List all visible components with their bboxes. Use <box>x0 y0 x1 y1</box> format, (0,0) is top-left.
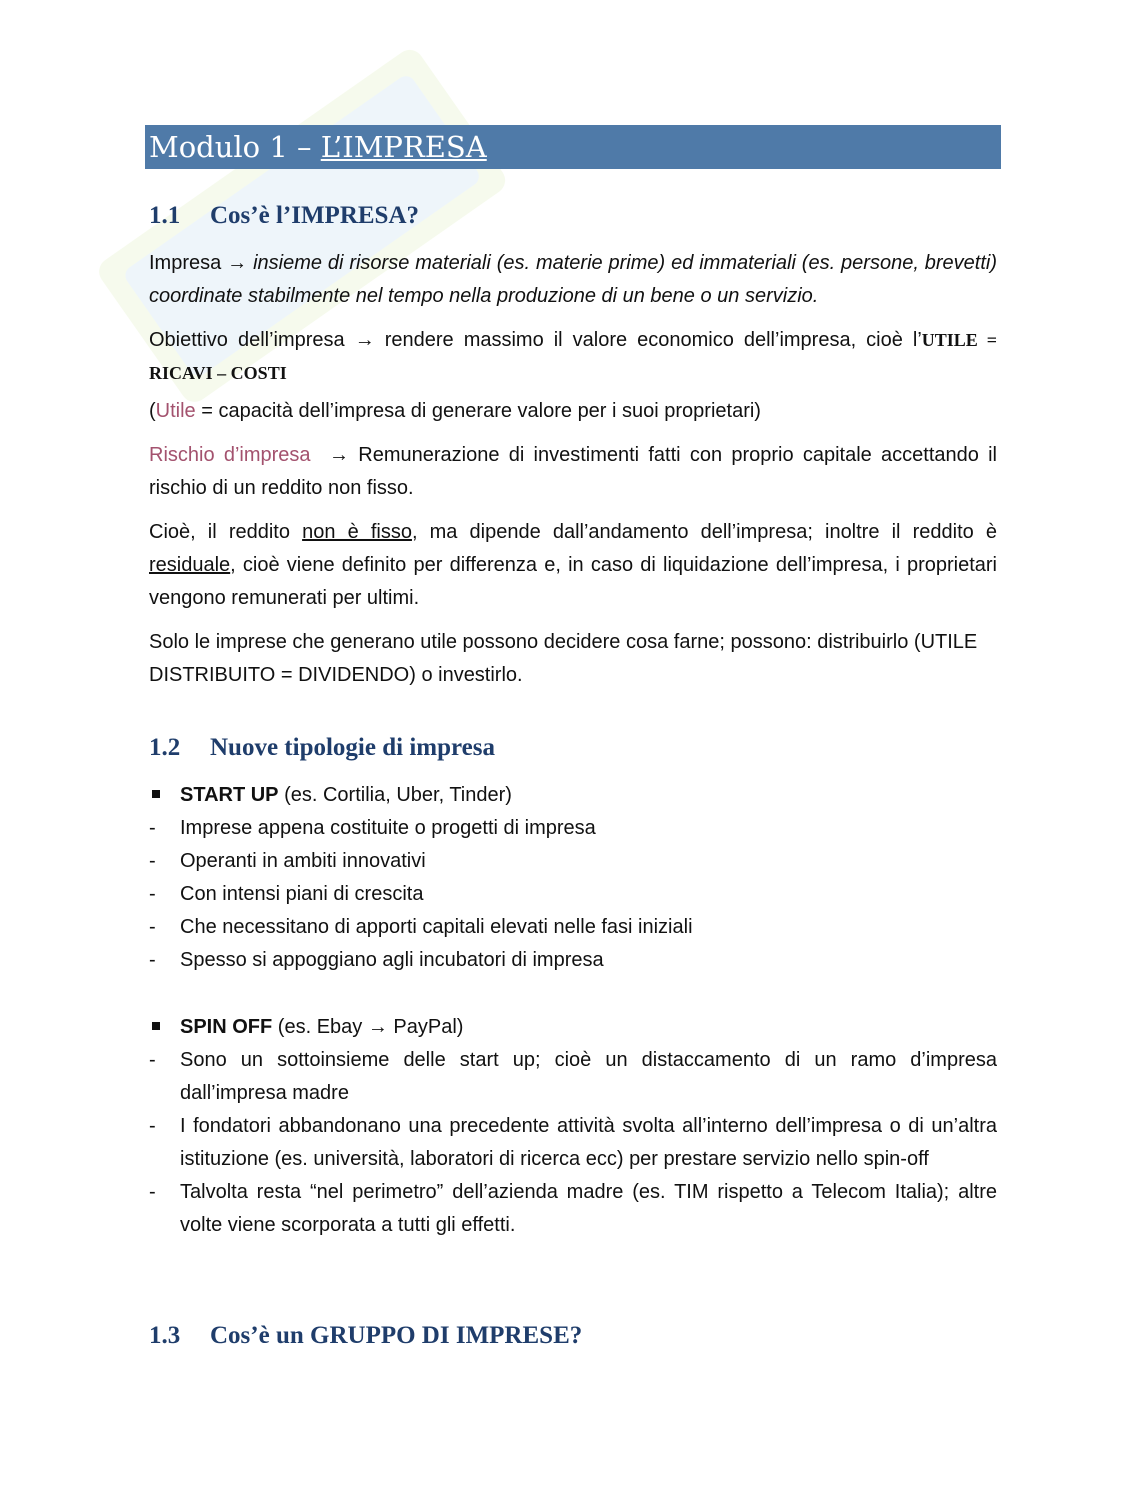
section-number: 1.3 <box>149 1322 181 1349</box>
spinoff-examples-b: PayPal) <box>387 1016 464 1038</box>
dash-bullet: - <box>149 850 156 872</box>
utile-text: = capacità dell’impresa di generare valore per i suoi proprietari) <box>195 400 761 422</box>
open-paren: ( <box>149 400 156 422</box>
list-item <box>149 1044 997 1110</box>
paragraph-utile-uso: Solo le imprese che generano utile possono decidere cosa farne; possono: distribuirlo (UTILE DISTRIBUITO = DIVIDENDO) o investirlo. <box>149 631 978 686</box>
list-item <box>149 1176 997 1242</box>
dash-bullet: - <box>149 949 156 971</box>
list-item <box>149 911 997 944</box>
square-bullet-icon <box>149 1011 169 1044</box>
spinoff-list <box>149 1011 997 1242</box>
dash-bullet: - <box>149 1115 156 1137</box>
text-a: Cioè, il reddito <box>149 521 303 543</box>
definition-text: insieme di risorse materiali (es. materie prime) ed immateriali (es. persone, brevetti) coordinate stabilmente nel tempo nella produzione di un bene o un servizio. <box>149 252 998 307</box>
dash-bullet: - <box>149 883 156 905</box>
objective-text: rendere massimo il valore economico dell’impresa, cioè l’ <box>384 329 922 351</box>
arrow-icon: → <box>354 329 375 351</box>
rischio-text: Remunerazione di investimenti fatti con proprio capitale accettando il rischio di un reddito non fisso. <box>149 444 997 499</box>
list-item-spinoff <box>149 1011 997 1044</box>
section-title: Cos’è l’IMPRESA? <box>210 202 420 229</box>
module-title-banner <box>145 125 1001 169</box>
underlined-text: non è fisso <box>302 521 412 543</box>
lead: Obiettivo dell’impresa <box>149 329 345 351</box>
rischio-term: Rischio d’impresa <box>149 444 311 466</box>
arrow-icon: → <box>329 444 350 466</box>
utile-term: Utile <box>155 400 196 422</box>
dash-bullet: - <box>149 1181 156 1203</box>
section-heading-1-1 <box>149 202 419 230</box>
list-item <box>149 845 997 878</box>
startup-list <box>149 779 997 977</box>
list-item <box>149 812 997 845</box>
list-item-startup <box>149 779 997 812</box>
list-item-text: Operanti in ambiti innovativi <box>180 850 426 872</box>
list-item <box>149 1110 997 1176</box>
dash-bullet: - <box>149 1049 156 1071</box>
list-item-text: Sono un sottoinsieme delle start up; cioè un distaccamento di un ramo d’impresa dall’impresa madre <box>180 1049 997 1104</box>
spinoff-examples-a: (es. Ebay <box>272 1016 368 1038</box>
paragraph-definition <box>149 247 997 313</box>
dash-bullet: - <box>149 916 156 938</box>
list-item-text: Con intensi piani di crescita <box>180 883 424 905</box>
section-heading-1-3 <box>149 1322 582 1350</box>
list-item-text: I fondatori abbandonano una precedente attività svolta all’interno dell’impresa o di un’altra istituzione (es. università, laboratori di ricerca ecc) per prestare servizio nello spin-off <box>180 1115 997 1170</box>
section-heading-1-2 <box>149 734 495 762</box>
paragraph-rischio <box>149 439 997 505</box>
paragraph-utile <box>149 395 997 428</box>
text-e: , cioè viene definito per differenza e, in caso di liquidazione dell’impresa, i proprietari vengono remunerati per ultimi. <box>149 554 997 609</box>
list-item-text: Che necessitano di apporti capitali elevati nelle fasi iniziali <box>180 916 693 938</box>
module-title-underlined: L’IMPRESA <box>320 130 487 164</box>
module-title-prefix: Modulo 1 – <box>149 130 321 164</box>
arrow-icon: → <box>227 252 248 274</box>
section-title: Cos’è un GRUPPO DI IMPRESE? <box>210 1322 583 1349</box>
startup-label: START UP <box>180 784 279 806</box>
paragraph-reddito <box>149 516 997 615</box>
spinoff-label: SPIN OFF <box>180 1016 273 1038</box>
list-item-text: Spesso si appoggiano agli incubatori di impresa <box>180 949 604 971</box>
startup-examples: (es. Cortilia, Uber, Tinder) <box>278 784 512 806</box>
list-item-text: Imprese appena costituite o progetti di impresa <box>180 817 596 839</box>
list-item-text: Talvolta resta “nel perimetro” dell’azienda madre (es. TIM rispetto a Telecom Italia); altre volte viene scorporata a tutti gli effetti. <box>180 1181 997 1236</box>
section-number: 1.2 <box>149 734 181 761</box>
term: Impresa <box>149 252 222 274</box>
section-number: 1.1 <box>149 202 181 229</box>
list-item <box>149 878 997 911</box>
text-c: , ma dipende dall’andamento dell’impresa; inoltre il reddito è <box>411 521 997 543</box>
arrow-icon: → <box>367 1016 388 1038</box>
section-title: Nuove tipologie di impresa <box>210 734 495 761</box>
paragraph-objective <box>149 324 997 390</box>
list-item <box>149 944 997 977</box>
underlined-text: residuale <box>149 554 231 576</box>
dash-bullet: - <box>149 817 156 839</box>
square-bullet-icon <box>149 779 169 812</box>
formula: UTILE = RICAVI – COSTI <box>149 330 998 383</box>
